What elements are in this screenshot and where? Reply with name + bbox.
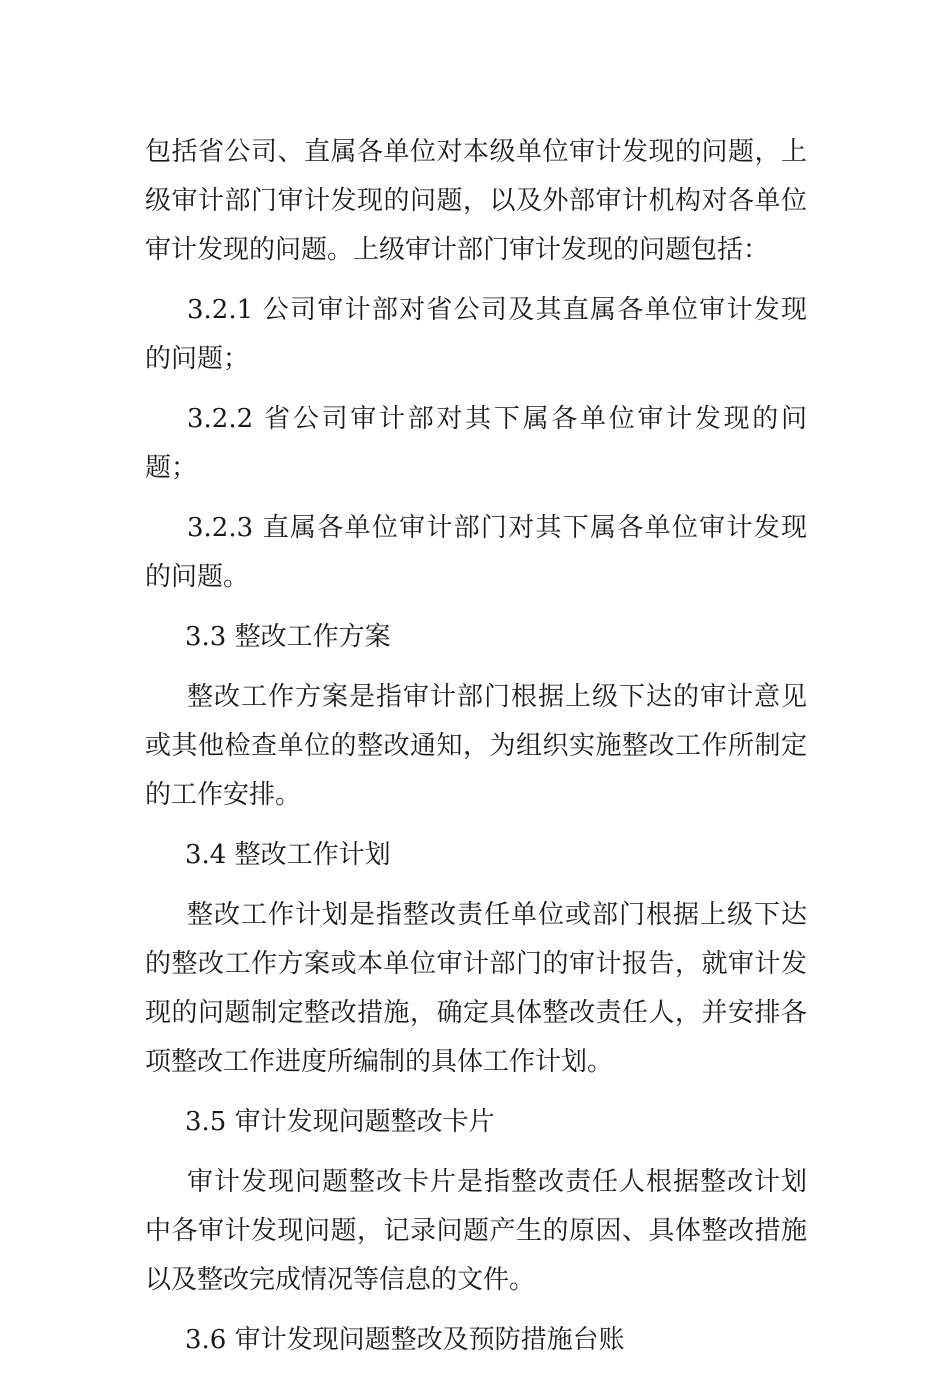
section-heading-3-4: 3.4 整改工作计划	[185, 840, 391, 870]
paragraph-rectification-schedule: 整改工作计划是指整改责任单位或部门根据上级下达的整改工作方案或本单位审计部门的审计报告，就审计发现的问题制定整改措施，确定具体整改责任人，并安排各项整改工作进度所编制的具体工作计划。	[145, 900, 807, 1077]
paragraph-audit-scope: 包括省公司、直属各单位对本级单位审计发现的问题，上级审计部门审计发现的问题，以及外部审计机构对各单位审计发现的问题。上级审计部门审计发现的问题包括：	[145, 137, 807, 265]
section-heading-3-6: 3.6 审计发现问题整改及预防措施台账	[185, 1325, 625, 1355]
section-heading-3-5: 3.5 审计发现问题整改卡片	[185, 1107, 495, 1137]
paragraph-3-2-3: 3.2.3 直属各单位审计部门对其下属各单位审计发现的问题。	[145, 513, 807, 592]
section-heading-3-3: 3.3 整改工作方案	[185, 622, 391, 652]
paragraph-3-2-2: 3.2.2 省公司审计部对其下属各单位审计发现的问题；	[145, 404, 807, 483]
paragraph-3-2-1: 3.2.1 公司审计部对省公司及其直属各单位审计发现的问题；	[145, 295, 807, 374]
paragraph-rectification-card: 审计发现问题整改卡片是指整改责任人根据整改计划中各审计发现问题，记录问题产生的原因、具体整改措施以及整改完成情况等信息的文件。	[145, 1167, 807, 1295]
document-body	[145, 128, 807, 1376]
paragraph-rectification-plan: 整改工作方案是指审计部门根据上级下达的审计意见或其他检查单位的整改通知，为组织实施整改工作所制定的工作安排。	[145, 682, 807, 810]
